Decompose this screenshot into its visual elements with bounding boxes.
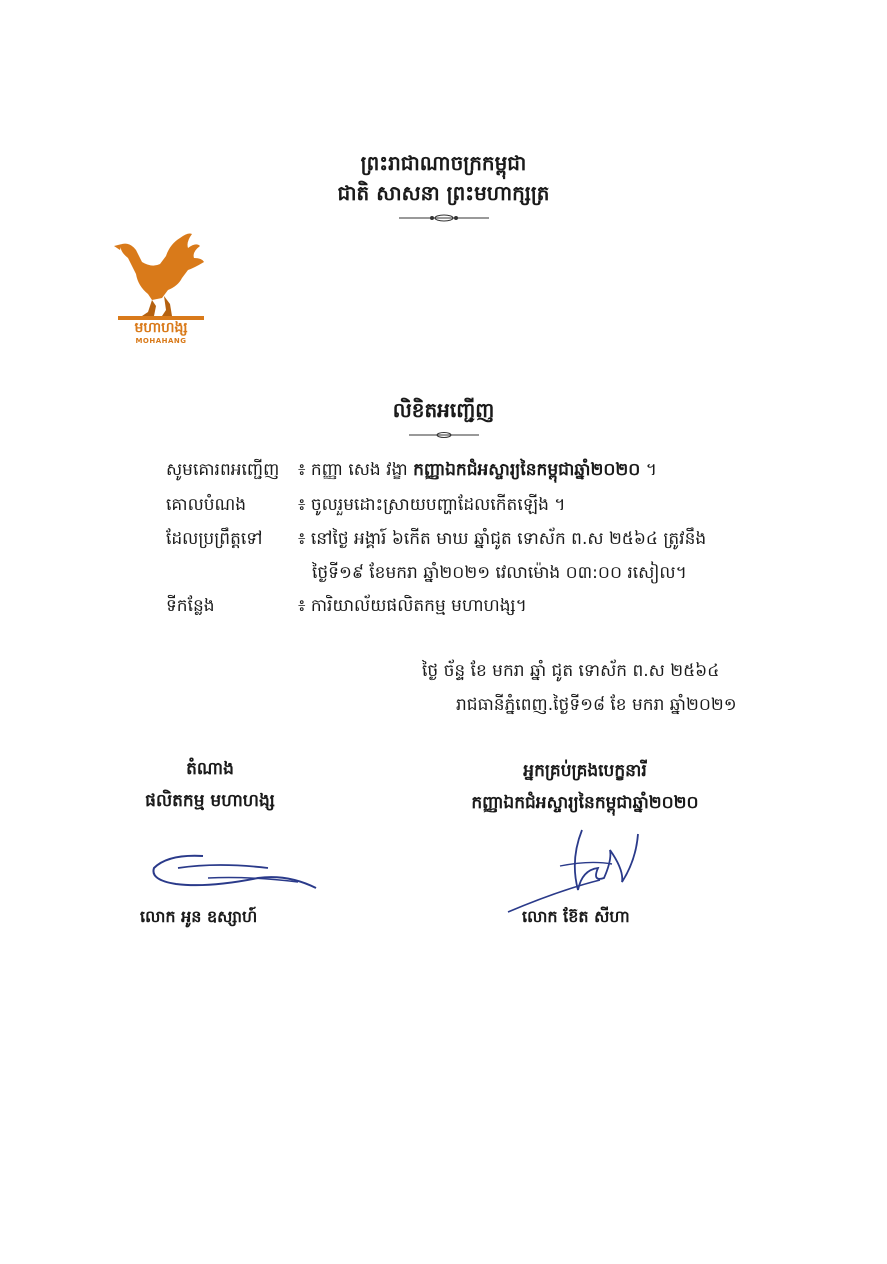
right-signer-title2: កញ្ញាឯកជំអស្ចារ្យនៃកម្ពុជាឆ្នាំ២០២០ (471, 793, 699, 813)
row-value-time-line2: ថ្ងៃទី១៩ ខែមករា ឆ្នាំ២០២១ វេលាម៉ោង ០៣:០០ រសៀល។ (312, 563, 687, 583)
invitee-name: ៖ កញ្ញា សេង វង្ខា (298, 460, 414, 480)
left-signer-name: លោក អូន ឧស្សាហ៍ (140, 907, 258, 926)
row-value-time: ៖ នៅថ្ងៃ អង្គារ៍ ៦កើត មាឃ ឆ្នាំជូត ទោស័ក ព.ស ២៥៦៤ ត្រូវនឹង (298, 529, 707, 549)
left-signer-title1: តំណាង (186, 759, 234, 779)
right-signer-name: លោក ខ៊ែត សីហា (522, 907, 630, 926)
logo-subtitle: MOHAHANG (135, 337, 187, 345)
row-label-place: ទីកន្លែង (166, 596, 215, 616)
date-solar: រាជធានីភ្នំពេញ.ថ្ងៃទី១៨ ខែ មករា ឆ្នាំ២០២១ (456, 695, 737, 715)
row-label-time: ដែលប្រព្រឹត្តទៅ (166, 529, 263, 549)
date-lunar: ថ្ងៃ ច័ន្ទ ខែ មករា ឆ្នាំ ជូត ទោស័ក ព.ស ២៥៦៤ (422, 661, 720, 681)
row-label-purpose: គោលបំណង (166, 495, 247, 515)
logo-name: មហាហង្ស (134, 320, 188, 336)
right-signature-icon (500, 820, 650, 920)
national-motto-line2: ជាតិ សាសនា ព្រះមហាក្សត្រ (337, 181, 550, 205)
title-ornament (0, 424, 887, 443)
invitee-title: កញ្ញាឯកជំអស្ចារ្យនៃកម្ពុជាឆ្នាំ២០២០ (413, 460, 641, 480)
row-value-place: ៖ ការិយាល័យផលិតកម្ម មហាហង្ស។ (298, 596, 527, 616)
left-signer-title2: ផលិតកម្ម មហាហង្ស (145, 791, 275, 811)
left-signature-icon (148, 848, 323, 898)
document-title: លិខិតអញ្ជើញ (392, 398, 495, 422)
right-signer-title1: អ្នកគ្រប់គ្រងបេក្ខនារី (523, 761, 647, 781)
row-value-invitee (298, 459, 657, 484)
invitee-end: ។ (640, 460, 657, 480)
row-label-invitee: សូមគោរពអញ្ជើញ (166, 460, 280, 480)
left-signature (148, 848, 323, 902)
row-value-purpose: ៖ ចូលរួមដោះស្រាយបញ្ហាដែលកើតឡើង ។ (298, 495, 566, 515)
national-motto-line1: ព្រះរាជាណាចក្រកម្ពុជា (360, 151, 527, 175)
bird-logo-icon (108, 228, 214, 320)
header-ornament (0, 208, 887, 227)
